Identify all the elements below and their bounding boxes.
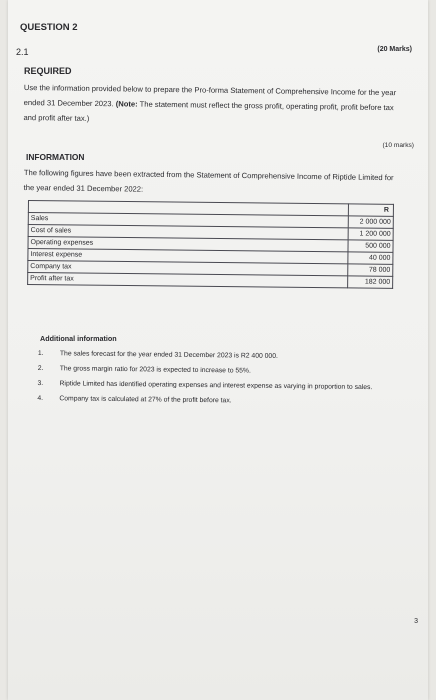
note-label: (Note: <box>115 99 138 109</box>
required-heading: REQUIRED <box>24 66 72 76</box>
instruction-paragraph <box>23 80 404 130</box>
row-label: Interest expense <box>28 249 348 264</box>
instruction-text-2: The statement must reflect the gross profit, operating profit, profit before tax and profit after tax.) <box>23 99 394 123</box>
row-value: 78 000 <box>348 264 393 276</box>
question-heading: QUESTION 2 <box>20 22 78 33</box>
row-label: Sales <box>28 213 348 228</box>
item-text: Company tax is calculated at 27% of the profit before tax. <box>59 395 232 405</box>
row-label: Operating expenses <box>28 237 348 252</box>
row-value: 40 000 <box>348 252 393 264</box>
instruction-text-1: Use the information provided below to prepare the Pro-forma Statement of Comprehensive Income for the year ended 31 December 2023. <box>23 82 397 109</box>
figures-table <box>27 200 394 289</box>
table-row <box>28 273 393 289</box>
row-label: Company tax <box>28 261 348 276</box>
item-number: 3. <box>37 379 44 388</box>
row-label: Cost of sales <box>28 225 348 240</box>
item-number: 1. <box>37 349 44 358</box>
additional-info-list <box>37 346 398 410</box>
item-text: Riptide Limited has identified operating expenses and interest expense as varying in proportion to sales. <box>59 380 373 392</box>
information-intro: The following figures have been extracted from the Statement of Comprehensive Income of Riptide Limited for the year ended 31 December 2022: <box>23 167 394 194</box>
row-value: 500 000 <box>348 240 393 252</box>
exam-page <box>8 0 428 700</box>
total-marks: (20 Marks) <box>377 46 412 53</box>
currency-header: R <box>348 204 393 216</box>
item-number: 2. <box>37 364 44 373</box>
information-heading: INFORMATION <box>26 152 85 162</box>
list-item <box>37 391 397 410</box>
row-value: 182 000 <box>348 276 393 288</box>
item-text: The sales forecast for the year ended 31 December 2023 is R2 400 000. <box>59 350 278 360</box>
item-number: 4. <box>37 394 44 403</box>
additional-info-heading: Additional information <box>40 334 117 343</box>
page-number: 3 <box>414 618 418 625</box>
row-label: Profit after tax <box>28 273 348 288</box>
sub-question-number: 2.1 <box>16 47 29 57</box>
item-text: The gross margin ratio for 2023 is expected to increase to 55%. <box>59 365 251 375</box>
row-value: 1 200 000 <box>348 228 393 240</box>
sub-marks: (10 marks) <box>382 142 414 149</box>
row-value: 2 000 000 <box>348 216 393 228</box>
